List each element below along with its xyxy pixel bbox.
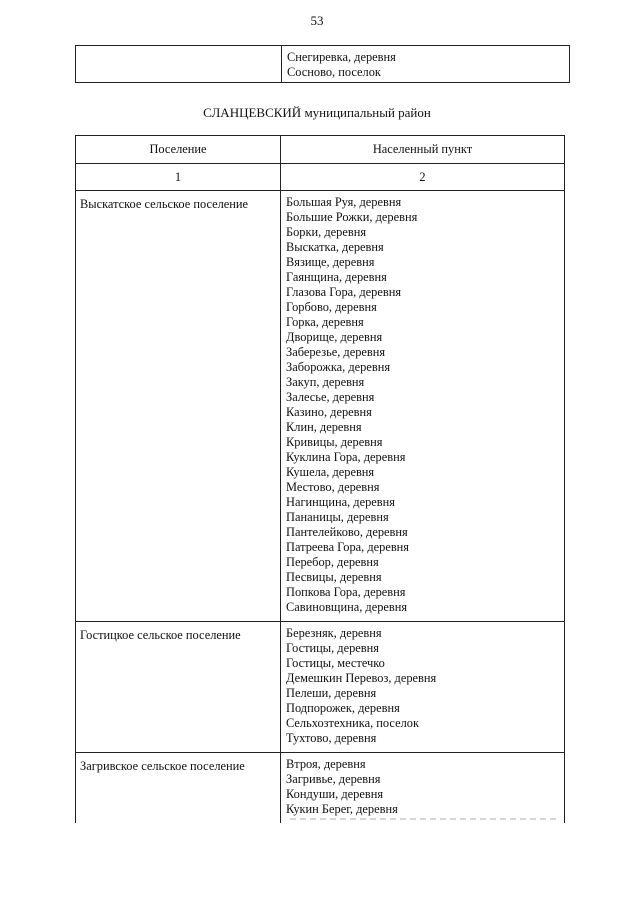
locality-item: Сельхозтехника, поселок: [286, 716, 419, 730]
page-cut-off-edge: [290, 818, 560, 820]
table-header-row: [76, 136, 565, 164]
page-number: 53: [310, 13, 324, 28]
locality-item: Большие Рожки, деревня: [286, 210, 418, 224]
locality-item: Заборожка, деревня: [286, 360, 391, 374]
settlement-name: Загривское сельское поселение: [76, 753, 281, 824]
table-row: [76, 191, 565, 622]
locality-item: Большая Руя, деревня: [286, 195, 402, 209]
locality-item: Пананицы, деревня: [286, 510, 389, 524]
locality-item: Клин, деревня: [286, 420, 362, 434]
locality-item: Подпорожек, деревня: [286, 701, 400, 715]
locality-item: Горка, деревня: [286, 315, 364, 329]
locality-item: Гаянщина, деревня: [286, 270, 387, 284]
locality-item: Выскатка, деревня: [286, 240, 384, 254]
locality-item: Перебор, деревня: [286, 555, 379, 569]
settlement-name: Выскатское сельское поселение: [76, 191, 281, 622]
locality-item: Загривье, деревня: [286, 772, 381, 786]
locality-item: Заберезье, деревня: [286, 345, 386, 359]
locality-item: Борки, деревня: [286, 225, 367, 239]
locality-item: Песвицы, деревня: [286, 570, 382, 584]
locality-item: Пантелейково, деревня: [286, 525, 408, 539]
locality-item: Демешкин Перевоз, деревня: [286, 671, 437, 685]
locality-item: Втроя, деревня: [286, 757, 366, 771]
column-header-settlement: Поселение: [76, 136, 281, 164]
table-row: [76, 46, 570, 83]
locality-item: Кушела, деревня: [286, 465, 375, 479]
locality-item: Казино, деревня: [286, 405, 372, 419]
locality-item: Дворище, деревня: [286, 330, 383, 344]
column-header-locality: Населенный пункт: [281, 136, 565, 164]
locality-item: Пелеши, деревня: [286, 686, 377, 700]
locality-item: Местово, деревня: [286, 480, 380, 494]
locality-item: Кондуши, деревня: [286, 787, 384, 801]
locality-item: Тухтово, деревня: [286, 731, 377, 745]
settlements-table: [75, 135, 565, 823]
locality-item: Нагинщина, деревня: [286, 495, 395, 509]
locality-item: Залесье, деревня: [286, 390, 375, 404]
localities-cell: [281, 622, 565, 753]
localities-cell: [281, 191, 565, 622]
locality-item: Глазова Гора, деревня: [286, 285, 402, 299]
continuation-table: [75, 45, 570, 83]
table-row: [76, 622, 565, 753]
locality-item: Кривицы, деревня: [286, 435, 383, 449]
column-number-2: 2: [281, 164, 565, 191]
locality-item: Закуп, деревня: [286, 375, 365, 389]
section-title: СЛАНЦЕВСКИЙ муниципальный район: [203, 105, 431, 120]
column-number-row: [76, 164, 565, 191]
locality-item: Кукин Берег, деревня: [286, 802, 398, 816]
locality-item: Снегиревка, деревня: [287, 50, 396, 64]
locality-item: Куклина Гора, деревня: [286, 450, 406, 464]
locality-item: Сосново, поселок: [287, 65, 381, 79]
locality-item: Горбово, деревня: [286, 300, 377, 314]
settlement-cell: [76, 46, 282, 83]
column-number-1: 1: [76, 164, 281, 191]
locality-item: Березняк, деревня: [286, 626, 382, 640]
localities-cell: [281, 753, 565, 824]
locality-item: Гостицы, деревня: [286, 641, 379, 655]
locality-item: Вязище, деревня: [286, 255, 375, 269]
locality-item: Савиновщина, деревня: [286, 600, 408, 614]
locality-item: Гостицы, местечко: [286, 656, 385, 670]
locality-item: Патреева Гора, деревня: [286, 540, 410, 554]
table-row: [76, 753, 565, 824]
settlement-name: Гостицкое сельское поселение: [76, 622, 281, 753]
localities-cell: [282, 46, 570, 83]
locality-item: Попкова Гора, деревня: [286, 585, 406, 599]
